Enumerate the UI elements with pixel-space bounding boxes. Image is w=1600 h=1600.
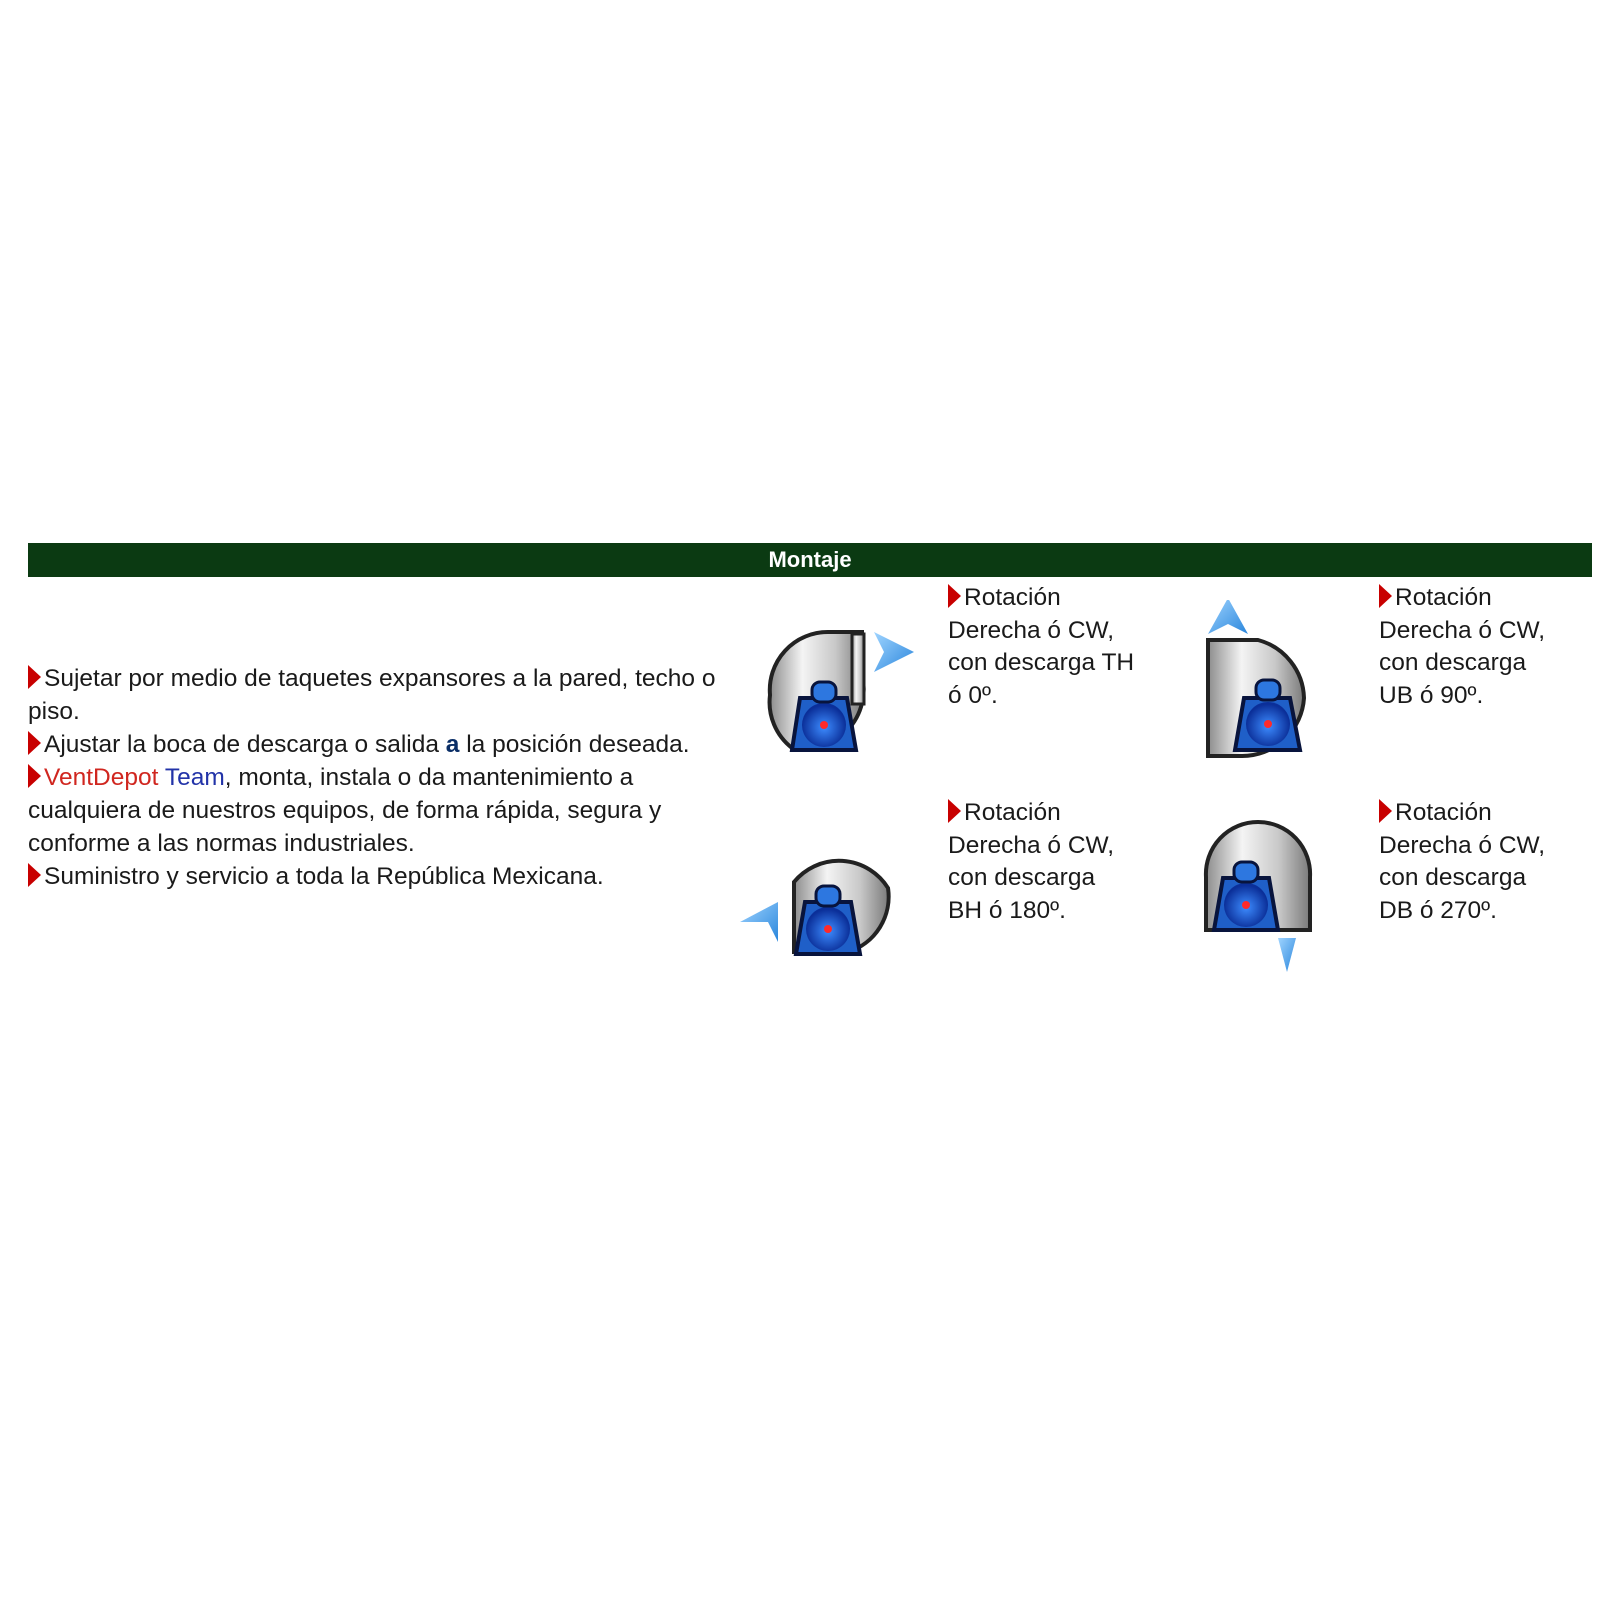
caption-bh: Rotación Derecha ó CW, con descarga BH ó 180º.: [948, 799, 1115, 924]
bullet-arrow-icon: [1379, 584, 1392, 608]
bullet-arrow-icon: [28, 665, 41, 689]
bullet-item: Ajustar la boca de descarga o salida a la posición deseada.: [28, 728, 748, 761]
bullet-item: Suministro y servicio a toda la República Mexicana.: [28, 860, 748, 893]
bullet-arrow-icon: [28, 764, 41, 788]
brand-team: Team: [164, 764, 225, 791]
section-header: [28, 543, 1592, 577]
fan-discharge-down-blast-icon: [1200, 812, 1390, 992]
bullet-item: VentDepot Team, monta, instala o da mantenimiento a cualquiera de nuestros equipos, de forma rápida, segura y conforme a las normas industriales.: [28, 764, 662, 857]
brand-ventdepot: VentDepot: [44, 764, 159, 791]
fan-discharge-top-horizontal-icon: [752, 620, 942, 800]
section-title: Montaje: [768, 547, 852, 572]
bullet-item: Sujetar por medio de taquetes expansores a la pared, techo o piso.: [28, 665, 716, 725]
bullet-arrow-icon: [28, 731, 41, 755]
fan-discharge-bottom-horizontal-icon: [738, 830, 928, 1010]
caption-db: Rotación Derecha ó CW, con descarga DB ó 270º.: [1379, 799, 1546, 924]
caption-th: Rotación Derecha ó CW, con descarga TH ó 0º.: [948, 584, 1135, 709]
bullet-arrow-icon: [948, 799, 961, 823]
fan-discharge-up-blast-icon: [1190, 600, 1380, 780]
bullet-arrow-icon: [948, 584, 961, 608]
bullet-arrow-icon: [28, 863, 41, 887]
mounting-instructions: [28, 662, 748, 893]
caption-ub: Rotación Derecha ó CW, con descarga UB ó 90º.: [1379, 584, 1546, 709]
bullet-arrow-icon: [1379, 799, 1392, 823]
